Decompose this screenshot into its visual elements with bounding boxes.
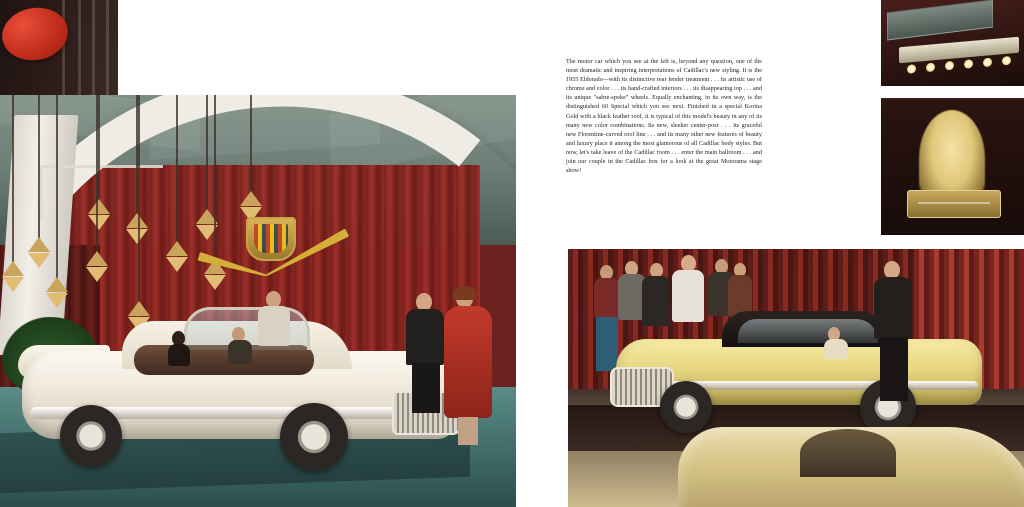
photo-display-pylon: [881, 0, 1024, 235]
page-gutter: [516, 0, 568, 507]
foreground-car-windshield: [800, 429, 896, 477]
hanging-lamp: [56, 95, 58, 281]
car-sixty-special-gold: [610, 297, 990, 437]
wheel: [660, 381, 712, 433]
sabre-spoke-wheel: [60, 405, 122, 467]
hanging-lamp: [250, 95, 252, 195]
hanging-lamp: [176, 95, 178, 245]
hanging-lamp: [96, 95, 98, 255]
hanging-lamp: [12, 95, 14, 265]
hanging-lamp: [98, 95, 100, 203]
sabre-spoke-wheel: [280, 403, 348, 471]
page-white-margin-top: [118, 0, 516, 95]
hanging-lamp: [206, 95, 208, 213]
hanging-lamp: [214, 95, 216, 263]
upper-left-dark-strip: [0, 0, 118, 95]
showroom-scene: [0, 95, 516, 507]
hanging-lamp: [38, 95, 40, 241]
car-eldorado-white: [12, 299, 464, 479]
photo-sixty-special: [568, 249, 1024, 507]
cadillac-crest: [246, 217, 296, 261]
pylon-upper: [881, 0, 1024, 98]
gold-plaque: [907, 190, 1001, 218]
hanging-lamp: [138, 95, 140, 305]
photo-seam-white: [881, 86, 1024, 98]
body-copy: The motor car which you see at the left is, beyond any question, one of the most dramatic and inspiring interpretations of Cadillac's new styling. It is the 1955 Eldorado—with its distinctive rear fender treatment . . . its artistic use of chrome and color . . . its hand-crafted interiors . . . its disappearing top . . . and its unique "sabre-spoke" wheels. Equally enchanting, in its own way, is the distinguished 60 Special which you see next. Finished in a special Korina Gold with a black leather roof, it is typical of this model's beauty in any of its many new color combinations. Its new, sleeker center-post . . . its graceful new Florentine-curved roof line . . . and its many other new features of beauty and luxury place it among the most glamorous of all Cadillac body styles. But now, let's take leave of the Cadillac room . . . enter the main ballroom . . . and join our couple in the Cadillac box for a look at the great Motorama stage show!: [566, 59, 762, 175]
ceiling-strip: [887, 0, 993, 41]
side-glass: [738, 319, 878, 343]
